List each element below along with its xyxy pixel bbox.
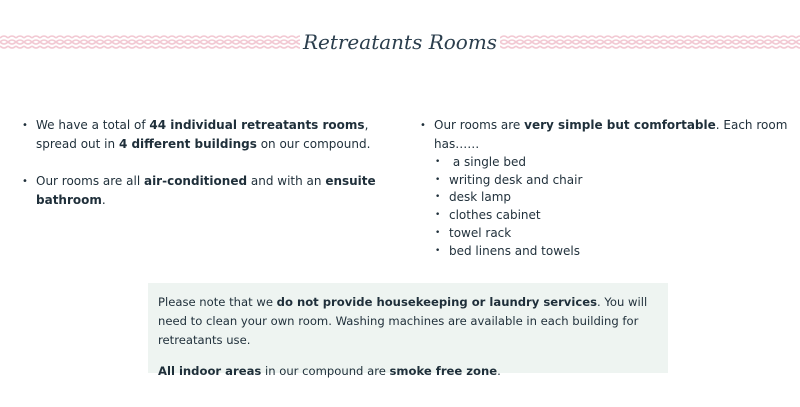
rooms-overview-column bbox=[22, 116, 402, 210]
page-header bbox=[0, 22, 800, 62]
decorative-band-right bbox=[500, 34, 800, 50]
amenities-list bbox=[420, 154, 790, 260]
page-title: Retreatants Rooms bbox=[302, 30, 498, 54]
amenity-item: • clothes cabinet bbox=[420, 207, 790, 225]
amenity-item: • bed linens and towels bbox=[420, 243, 790, 261]
amenity-item: • desk lamp bbox=[420, 189, 790, 207]
amenity-item: • a single bed bbox=[420, 154, 790, 172]
amenity-item: • towel rack bbox=[420, 225, 790, 243]
amenities-intro-bullet: • Our rooms are very simple but comfortable. Each room has…… bbox=[420, 116, 790, 154]
smoke-free-paragraph: All indoor areas in our compound are smoke free zone. bbox=[158, 364, 501, 378]
room-amenities-column bbox=[420, 116, 790, 260]
rooms-features-bullet: • Our rooms are all air-conditioned and with an ensuite bathroom. bbox=[22, 172, 402, 210]
housekeeping-notice bbox=[148, 283, 668, 378]
decorative-band-left bbox=[0, 34, 300, 50]
housekeeping-paragraph: Please note that we do not provide housekeeping or laundry services. You will need to clean your own room. Washing machines are available in each building for retreatants use. bbox=[158, 295, 648, 347]
amenity-item: • writing desk and chair bbox=[420, 172, 790, 190]
rooms-count-bullet: • We have a total of 44 individual retreatants rooms, spread out in 4 different buildings on our compound. bbox=[22, 116, 402, 154]
